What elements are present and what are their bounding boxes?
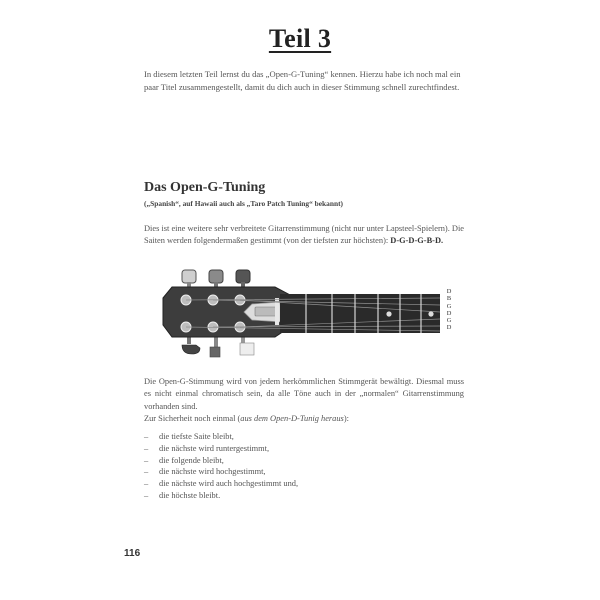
section-subtitle: („Spanish“, auf Hawaii auch als „Taro Patch Tuning“ bekannt): [144, 199, 343, 208]
dash-bullet: –: [144, 490, 149, 500]
dash-bullet: –: [144, 467, 149, 477]
page-title-text: Teil 3: [268, 24, 332, 53]
safety-note-suffix: ):: [343, 414, 349, 424]
list-item: [144, 466, 298, 478]
tuner-paragraph: [144, 376, 464, 426]
retuning-steps-list: [144, 431, 298, 502]
list-item: [144, 490, 298, 502]
tuning-paragraph-text: Dies ist eine weitere sehr verbreitete Gitarrenstimmung (nicht nur unter Lapsteel-Spielern). Die Saiten werden folgendermaßen gestimmt (von der tiefsten zur höchsten):: [144, 224, 464, 246]
string-labels: [444, 288, 454, 332]
string-label: G: [446, 317, 452, 325]
safety-note: [144, 413, 464, 425]
list-item: [144, 443, 298, 455]
dash-bullet: –: [144, 479, 149, 489]
tuning-notes: D-G-D-G-B-D.: [390, 236, 444, 246]
list-item: [144, 431, 298, 443]
list-item: [144, 455, 298, 467]
page-number: 116: [124, 548, 141, 559]
tuning-paragraph: [144, 223, 464, 248]
safety-note-italic: aus dem Open-D-Tunig heraus: [240, 414, 344, 424]
list-item-text: die nächste wird auch hochgestimmt und,: [159, 479, 299, 489]
string-label: G: [446, 302, 452, 310]
string-label: D: [446, 288, 452, 295]
list-item: [144, 478, 298, 490]
section-heading: Das Open-G-Tuning: [144, 180, 266, 195]
list-item-text: die nächste wird hochgestimmt,: [159, 467, 266, 477]
intro-paragraph: In diesem letzten Teil lernst du das „Open-G-Tuning“ kennen. Hierzu habe ich noch mal ein paar Titel zusammengestellt, damit du dich auch in dieser Stimmung schnell zurechtfindest.: [144, 69, 461, 92]
list-item-text: die höchste bleibt.: [159, 490, 221, 500]
safety-note-prefix: Zur Sicherheit noch einmal (: [144, 414, 241, 424]
dash-bullet: –: [144, 432, 149, 441]
guitar-neck-illustration: [160, 265, 460, 360]
tuner-paragraph-text: Die Open-G-Stimmung wird von jedem herkömmlichen Stimmgerät bewältigt. Diesmal muss es nicht einmal chromatisch sein, da alle Töne auch in der „normalen“ Gitarrenstimmung vorhanden sind.: [144, 377, 464, 411]
page-title: [0, 24, 600, 54]
string-label: D: [446, 309, 452, 317]
tuner-buttons-bottom: [182, 335, 254, 357]
dash-bullet: –: [144, 443, 149, 453]
dash-bullet: –: [144, 455, 149, 465]
string-label: D: [446, 324, 452, 332]
list-item-text: die tiefste Saite bleibt,: [159, 432, 234, 441]
string-label: B: [446, 295, 452, 303]
list-item-text: die nächste wird runtergestimmt,: [159, 443, 270, 453]
list-item-text: die folgende bleibt,: [159, 455, 224, 465]
fretboard: [280, 294, 440, 333]
